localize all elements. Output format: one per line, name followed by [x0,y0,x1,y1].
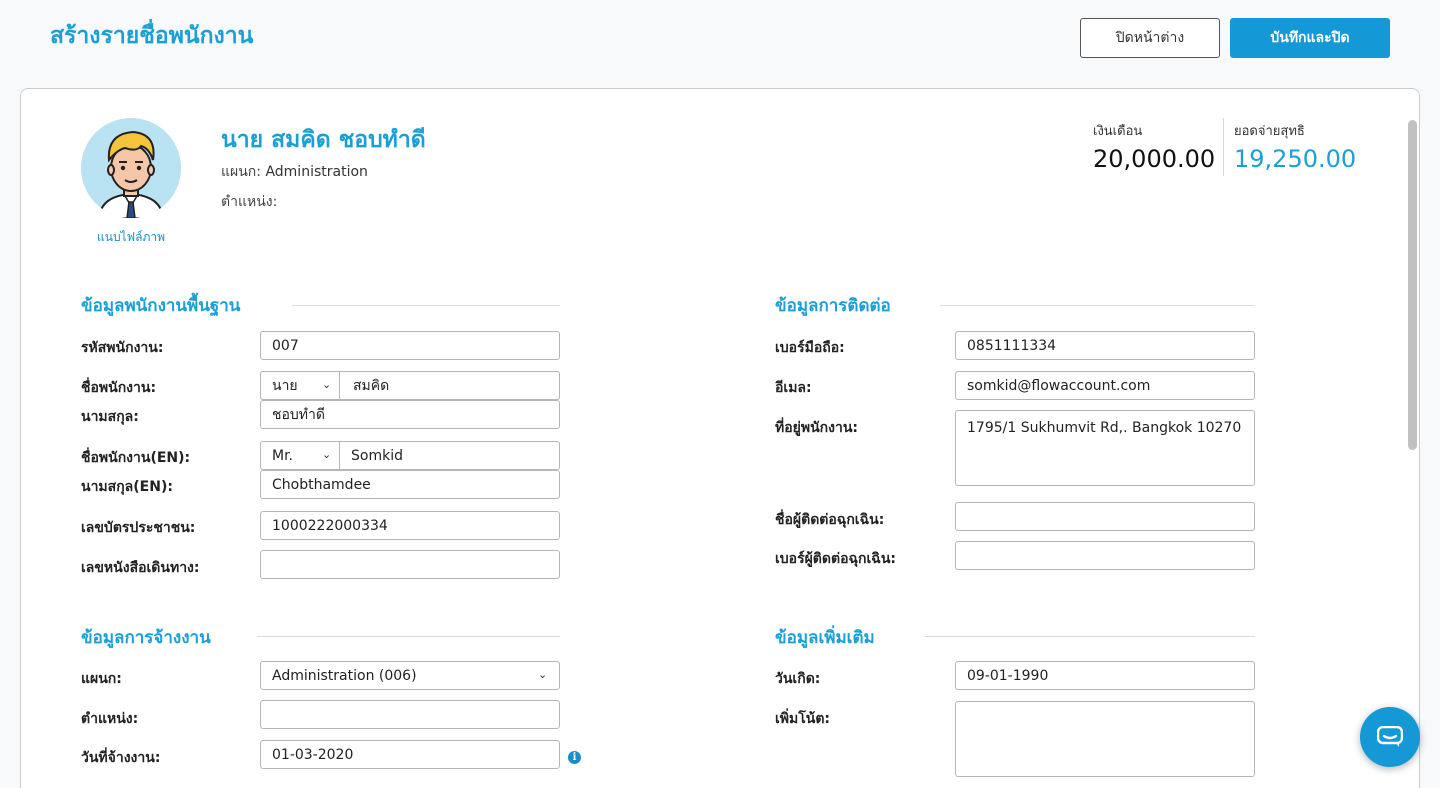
contact-title: ข้อมูลการติดต่อ [775,296,891,316]
net-pay-value: 19,250.00 [1234,145,1357,173]
hire-date-label: วันที่จ้างงาน: [81,750,161,766]
department-select[interactable]: Administration (006) [260,661,560,690]
contact-divider [940,305,1255,306]
emergency-phone-label: เบอร์ผู้ติดต่อฉุกเฉิน: [775,551,896,567]
save-and-close-button[interactable]: บันทึกและปิด [1230,18,1390,58]
passport-input[interactable] [260,550,560,579]
emergency-name-label: ชื่อผู้ติดต่อฉุกเฉิน: [775,512,885,528]
id-card-label: เลขบัตรประชาชน: [81,520,196,536]
department-summary-label: แผนก: [221,164,261,180]
avatar-illustration-icon [81,118,181,218]
chat-icon [1377,726,1403,748]
employee-name: นาย สมคิด ชอบทำดี [221,127,426,153]
chat-button[interactable] [1360,707,1420,767]
last-name-en-input[interactable]: Chobthamdee [260,470,560,499]
note-label: เพิ่มโน้ต: [775,711,831,727]
basic-info-title: ข้อมูลพนักงานพื้นฐาน [81,296,241,316]
chevron-down-icon: ⌄ [538,668,548,681]
email-input[interactable]: somkid@flowaccount.com [955,371,1255,400]
scrollbar-thumb[interactable] [1408,120,1417,450]
mobile-label: เบอร์มือถือ: [775,340,845,356]
last-name-input[interactable]: ชอบทำดี [260,400,560,429]
employment-title: ข้อมูลการจ้างงาน [81,628,211,648]
salary-value: 20,000.00 [1093,145,1216,173]
hire-date-input[interactable]: 01-03-2020 [260,740,560,769]
additional-title: ข้อมูลเพิ่มเติม [775,628,875,648]
employment-divider [257,636,560,637]
birthdate-input[interactable]: 09-01-1990 [955,661,1255,690]
department-summary-value: Administration [265,164,368,180]
first-name-en-input[interactable]: Somkid [340,441,560,470]
attach-photo-link[interactable]: แนบไฟล์ภาพ [97,230,165,244]
emergency-phone-input[interactable] [955,541,1255,570]
prefix-select[interactable]: นาย [260,371,340,400]
chevron-down-icon: ⌄ [322,378,332,391]
net-pay-box [1234,120,1356,173]
avatar[interactable] [81,118,181,218]
page-title: สร้างรายชื่อพนักงาน [50,23,254,49]
email-label: อีเมล: [775,380,812,396]
employee-id-label: รหัสพนักงาน: [81,340,164,356]
last-name-label: นามสกุล: [81,409,139,425]
position-input[interactable] [260,700,560,729]
emergency-name-input[interactable] [955,502,1255,531]
department-summary [221,161,368,183]
position-summary-label: ตำแหน่ง: [221,194,278,210]
net-pay-label: ยอดจ่ายสุทธิ [1234,124,1305,139]
salary-label: เงินเดือน [1093,124,1143,139]
mobile-input[interactable]: 0851111334 [955,331,1255,360]
address-label: ที่อยู่พนักงาน: [775,420,858,436]
info-icon[interactable]: i [568,751,581,764]
chevron-down-icon: ⌄ [322,448,332,461]
position-summary [221,191,277,213]
department-label: แผนก: [81,671,122,687]
close-window-button[interactable]: ปิดหน้าต่าง [1080,18,1220,58]
last-name-en-label: นามสกุล(EN): [81,479,173,495]
passport-label: เลขหนังสือเดินทาง: [81,560,200,576]
salary-box [1093,120,1215,173]
basic-info-divider [292,305,560,306]
id-card-input[interactable]: 1000222000334 [260,511,560,540]
first-name-input[interactable]: สมคิด [340,371,560,400]
employee-id-input[interactable]: 007 [260,331,560,360]
note-textarea[interactable] [955,701,1255,777]
name-label: ชื่อพนักงาน: [81,380,157,396]
prefix-en-select[interactable]: Mr. [260,441,340,470]
additional-divider [925,636,1255,637]
birthdate-label: วันเกิด: [775,671,821,687]
salary-divider [1223,118,1224,176]
address-textarea[interactable]: 1795/1 Sukhumvit Rd,. Bangkok 10270 [955,410,1255,486]
name-en-label: ชื่อพนักงาน(EN): [81,450,191,466]
position-label: ตำแหน่ง: [81,711,139,727]
